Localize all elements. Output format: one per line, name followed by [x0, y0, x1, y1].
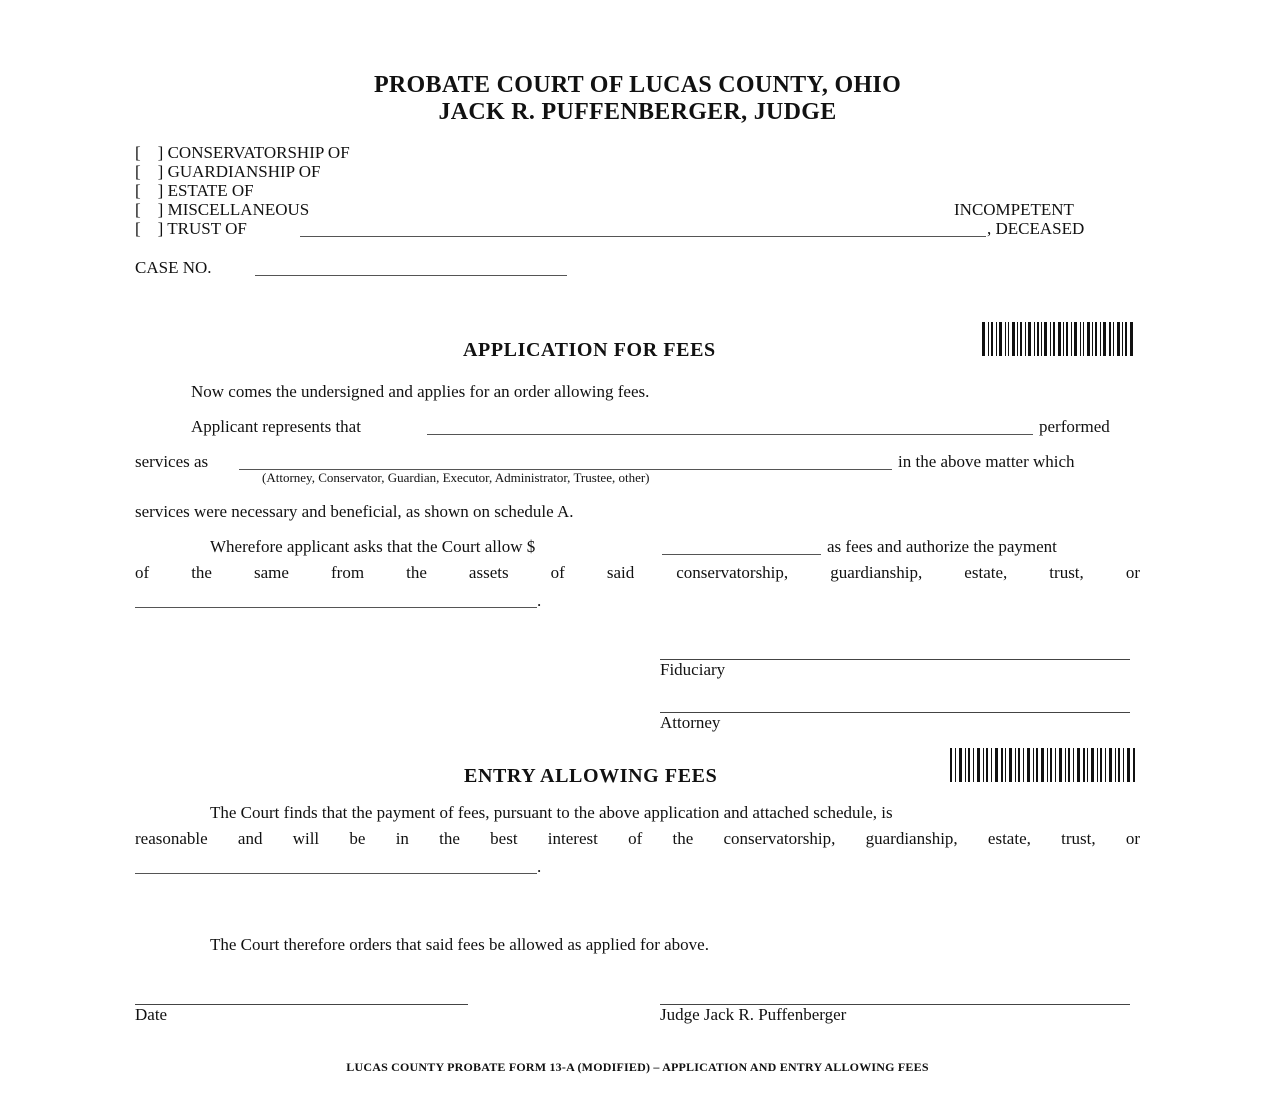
barcode-bar	[983, 748, 984, 782]
checkbox-bracket: [ ]	[135, 200, 164, 219]
barcode-bar	[1065, 748, 1066, 782]
case-no-label: CASE NO.	[135, 258, 212, 277]
applicant-name-blank[interactable]	[427, 434, 1033, 435]
barcode-application	[982, 322, 1134, 356]
finds-line-1: The Court finds that the payment of fees, pursuant to the above application and attached schedule, is	[210, 803, 893, 822]
barcode-bar	[1044, 322, 1047, 356]
barcode-bar	[1037, 322, 1039, 356]
barcode-bar	[1027, 748, 1030, 782]
barcode-bar	[1103, 322, 1106, 356]
barcode-bar	[1083, 322, 1084, 356]
checkbox-label: ESTATE OF	[167, 181, 254, 200]
barcode-bar	[1053, 322, 1055, 356]
barcode-bar	[1087, 322, 1090, 356]
barcode-bar	[1133, 748, 1135, 782]
barcode-bar	[1036, 748, 1038, 782]
barcode-bar	[1097, 748, 1098, 782]
barcode-bar	[1087, 748, 1088, 782]
barcode-bar	[1080, 322, 1081, 356]
checkbox-bracket: [ ]	[135, 162, 164, 181]
application-heading: APPLICATION FOR FEES	[463, 339, 716, 361]
date-line[interactable]	[135, 1004, 468, 1005]
barcode-bar	[1015, 748, 1016, 782]
barcode-bar	[1130, 322, 1133, 356]
barcode-bar	[1047, 748, 1048, 782]
estate-type-blank[interactable]	[135, 607, 537, 608]
barcode-bar	[1041, 748, 1044, 782]
barcode-bar	[1071, 322, 1072, 356]
barcode-bar	[1117, 322, 1120, 356]
barcode-bar	[1041, 322, 1042, 356]
barcode-bar	[1125, 322, 1127, 356]
checkbox-label: GUARDIANSHIP OF	[167, 162, 321, 181]
barcode-bar	[1113, 322, 1114, 356]
barcode-bar	[1109, 748, 1112, 782]
checkbox-label: TRUST OF	[167, 219, 247, 238]
barcode-bar	[1068, 748, 1070, 782]
barcode-bar	[1118, 748, 1120, 782]
checkbox-estate[interactable]	[135, 181, 254, 201]
barcode-bar	[1100, 748, 1102, 782]
barcode-bar	[1005, 748, 1006, 782]
barcode-bar	[1028, 322, 1031, 356]
necessary-text: services were necessary and beneficial, as shown on schedule A.	[135, 502, 574, 521]
barcode-bar	[955, 748, 956, 782]
barcode-bar	[1012, 322, 1015, 356]
incompetent-label: INCOMPETENT	[954, 200, 1074, 219]
barcode-bar	[1018, 748, 1020, 782]
barcode-bar	[1050, 322, 1051, 356]
services-hint: (Attorney, Conservator, Guardian, Executor, Administrator, Trustee, other)	[262, 470, 650, 485]
barcode-bar	[1005, 322, 1006, 356]
barcode-bar	[1033, 748, 1034, 782]
fiduciary-signature-line[interactable]	[660, 659, 1130, 660]
barcode-bar	[1023, 748, 1024, 782]
barcode-bar	[1074, 322, 1077, 356]
barcode-bar	[1127, 748, 1130, 782]
checkbox-miscellaneous[interactable]	[135, 200, 309, 220]
assets-line: of the same from the assets of said conservatorship, guardianship, estate, trust, or	[135, 563, 1140, 582]
barcode-bar	[1058, 322, 1061, 356]
checkbox-bracket: [ ]	[135, 219, 164, 238]
barcode-bar	[965, 748, 966, 782]
fiduciary-label: Fiduciary	[660, 660, 726, 679]
barcode-bar	[991, 748, 992, 782]
barcode-bar	[1034, 322, 1035, 356]
barcode-bar	[1109, 322, 1111, 356]
barcode-bar	[1017, 322, 1018, 356]
court-title: PROBATE COURT OF LUCAS COUNTY, OHIO	[373, 72, 902, 98]
services-suffix: in the above matter which	[898, 452, 1075, 471]
barcode-bar	[1105, 748, 1106, 782]
barcode-bar	[1092, 322, 1093, 356]
orders-text: The Court therefore orders that said fees be allowed as applied for above.	[210, 935, 709, 954]
barcode-bar	[1077, 748, 1080, 782]
barcode-bar	[995, 748, 998, 782]
barcode-bar	[977, 748, 980, 782]
application-intro: Now comes the undersigned and applies for an order allowing fees.	[191, 382, 650, 401]
barcode-bar	[999, 322, 1002, 356]
barcode-bar	[950, 748, 952, 782]
barcode-bar	[973, 748, 974, 782]
barcode-bar	[988, 322, 989, 356]
barcode-bar	[1066, 322, 1068, 356]
assets-period: .	[537, 591, 542, 610]
entry-period: .	[537, 857, 542, 876]
entry-estate-type-blank[interactable]	[135, 873, 537, 874]
barcode-bar	[1123, 748, 1124, 782]
barcode-bar	[1115, 748, 1116, 782]
barcode-bar	[1055, 748, 1056, 782]
barcode-bar	[1095, 322, 1097, 356]
barcode-bar	[1008, 322, 1009, 356]
name-blank[interactable]	[300, 236, 986, 237]
attorney-signature-line[interactable]	[660, 712, 1130, 713]
wherefore-suffix: as fees and authorize the payment	[827, 537, 1057, 556]
barcode-bar	[1001, 748, 1003, 782]
barcode-bar	[1020, 322, 1022, 356]
judge-label: Judge Jack R. Puffenberger	[660, 1005, 847, 1024]
fee-amount-blank[interactable]	[662, 554, 821, 555]
form-footer: LUCAS COUNTY PROBATE FORM 13-A (MODIFIED) – APPLICATION AND ENTRY ALLOWING FEES	[346, 1060, 929, 1074]
barcode-bar	[996, 322, 997, 356]
barcode-bar	[959, 748, 962, 782]
barcode-bar	[1122, 322, 1123, 356]
case-no-blank[interactable]	[255, 275, 567, 276]
barcode-bar	[1025, 322, 1026, 356]
checkbox-label: CONSERVATORSHIP OF	[167, 143, 350, 162]
judge-title: JACK R. PUFFENBERGER, JUDGE	[438, 99, 837, 125]
entry-heading: ENTRY ALLOWING FEES	[464, 765, 718, 787]
barcode-bar	[1073, 748, 1074, 782]
barcode-bar	[1091, 748, 1094, 782]
date-label: Date	[135, 1005, 168, 1024]
checkbox-bracket: [ ]	[135, 143, 164, 162]
checkbox-conservatorship[interactable]	[135, 143, 350, 163]
barcode-entry	[950, 748, 1137, 782]
barcode-bar	[1083, 748, 1085, 782]
checkbox-guardianship[interactable]	[135, 162, 320, 182]
barcode-bar	[1050, 748, 1052, 782]
barcode-bar	[1063, 322, 1064, 356]
barcode-bar	[968, 748, 970, 782]
attorney-label: Attorney	[660, 713, 721, 732]
checkbox-label: MISCELLANEOUS	[167, 200, 310, 219]
barcode-bar	[1009, 748, 1012, 782]
barcode-bar	[982, 322, 985, 356]
barcode-bar	[1059, 748, 1062, 782]
barcode-bar	[991, 322, 993, 356]
checkbox-trust[interactable]	[135, 219, 247, 239]
wherefore-prefix: Wherefore applicant asks that the Court allow $	[210, 537, 536, 556]
barcode-bar	[986, 748, 988, 782]
services-prefix: services as	[135, 452, 209, 471]
checkbox-bracket: [ ]	[135, 181, 164, 200]
deceased-label: , DECEASED	[987, 219, 1085, 238]
represents-suffix: performed	[1039, 417, 1110, 436]
represents-prefix: Applicant represents that	[191, 417, 361, 436]
finds-line-2: reasonable and will be in the best interest of the conservatorship, guardianship, estate, trust, or	[135, 829, 1140, 848]
barcode-bar	[1100, 322, 1101, 356]
